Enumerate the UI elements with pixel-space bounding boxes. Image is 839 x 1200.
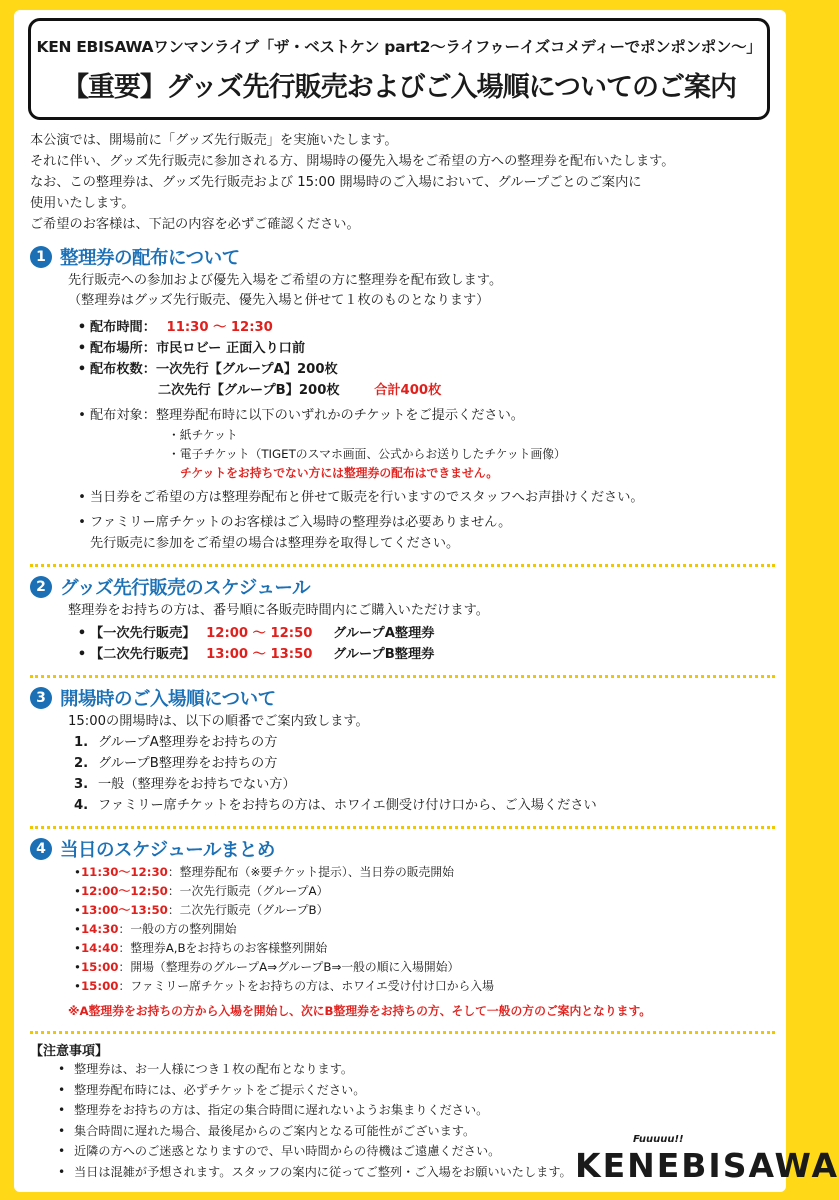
section-number-badge: 3 (30, 687, 52, 709)
intro-line: なお、この整理券は、グッズ先行販売および 15:00 開場時のご入場において、グループごとのご案内に (30, 175, 642, 190)
schedule-row: •15:00：開場（整理券のグループA⇒グループB⇒一般の順に入場開始） (74, 960, 460, 974)
note-item: • 近隣の方へのご迷惑となりますので、早い時間からの待機はご遠慮ください。 (58, 1144, 501, 1158)
family-note: • ファミリー席チケットのお客様はご入場時の整理券は必要ありません。 (78, 515, 512, 530)
title-box (28, 18, 770, 120)
sale-row: • 【二次先行販売】 13:00 〜 13:50 グループB整理券 (77, 647, 435, 662)
logo-wordmark: KENEBISAWA (575, 1146, 839, 1185)
section-desc: 整理券をお持ちの方は、番号順に各販売時間内にご購入いただけます。 (68, 603, 489, 618)
entry-order-item: 1. グループA整理券をお持ちの方 (74, 735, 278, 750)
note-item: • 整理券は、お一人様につき１枚の配布となります。 (58, 1062, 354, 1076)
notice-title: 【重要】グッズ先行販売およびご入場順についてのご案内 (61, 72, 737, 103)
entry-order-item: 4. ファミリー席チケットをお持ちの方は、ホワイエ側受け付け口から、ご入場ください (74, 798, 597, 813)
schedule-row: •14:30：一般の方の整列開始 (74, 922, 237, 936)
divider (30, 675, 775, 678)
distribution-target: • 配布対象：整理券配布時に以下のいずれかのチケットをご提示ください。 (78, 408, 524, 423)
schedule-row: •14:40：整理券A,Bをお持ちのお客様整列開始 (74, 941, 328, 955)
note-item: • 整理券配布時には、必ずチケットをご提示ください。 (58, 1082, 366, 1097)
section-day-schedule (30, 835, 775, 1021)
divider (30, 826, 775, 829)
section-number-badge: 4 (30, 838, 52, 860)
ticket-type: ・紙チケット (168, 428, 238, 442)
section-number-badge: 2 (30, 576, 52, 598)
sameday-note: • 当日券をご希望の方は整理券配布と併せて販売を行いますのでスタッフへお声掛けください。 (78, 490, 644, 505)
intro-line: 使用いたします。 (30, 196, 135, 211)
intro-line: 本公演では、開場前に「グッズ先行販売」を実施いたします。 (30, 133, 398, 148)
section-number-badge: 1 (30, 246, 52, 268)
distribution-count-b: 二次先行【グループB】200枚 合計400枚 (158, 383, 442, 398)
section-distribution (30, 243, 775, 554)
schedule-row: •11:30〜12:30：整理券配布（※要チケット提示）、当日券の販売開始 (74, 865, 454, 879)
section-goods-schedule (30, 573, 775, 665)
section-title: 開場時のご入場順について (60, 689, 276, 710)
kenebisawa-logo (575, 1134, 839, 1185)
divider (30, 1031, 775, 1034)
section-entry-order (30, 684, 775, 816)
section-desc: （整理券はグッズ先行販売、優先入場と併せて１枚のものとなります） (68, 293, 490, 308)
sale-row: • 【一次先行販売】 12:00 〜 12:50 グループA整理券 (77, 626, 435, 641)
flyer-card (14, 10, 786, 1192)
section-desc: 15:00の開場時は、以下の順番でご案内致します。 (68, 714, 369, 729)
divider (30, 564, 775, 567)
ticket-type: ・電子チケット（TIGETのスマホ画面、公式からお送りしたチケット画像） (168, 447, 566, 461)
family-note-2: 先行販売に参加をご希望の場合は整理券を取得してください。 (90, 536, 460, 551)
warning-text: チケットをお持ちでない方には整理券の配布はできません。 (180, 466, 499, 480)
notes-heading: 【注意事項】 (30, 1044, 109, 1059)
intro-line: ご希望のお客様は、下記の内容を必ずご確認ください。 (30, 217, 360, 232)
distribution-time: • 配布時間： 11:30 〜 12:30 (77, 320, 273, 335)
distribution-count: • 配布枚数：一次先行【グループA】200枚 (77, 362, 338, 377)
entry-note: ※A整理券をお持ちの方から入場を開始し、次にB整理券をお持ちの方、そして一般の方のご案内となります。 (68, 1004, 652, 1018)
entry-order-item: 3. 一般（整理券をお持ちでない方） (74, 777, 296, 792)
intro (30, 130, 775, 235)
note-item: • 当日は混雑が予想されます。スタッフの案内に従ってご整列・ご入場をお願いいたします。 (58, 1164, 572, 1179)
logo-tagline: Fuuuuu!! (633, 1134, 684, 1145)
section-title: グッズ先行販売のスケジュール (60, 578, 310, 599)
section-title: 整理券の配布について (60, 248, 240, 269)
schedule-row: •13:00〜13:50：二次先行販売（グループB） (74, 903, 329, 917)
intro-line: それに伴い、グッズ先行販売に参加される方、開場時の優先入場をご希望の方への整理券を配布いたします。 (30, 154, 675, 169)
section-desc: 先行販売への参加および優先入場をご希望の方に整理券を配布致します。 (68, 273, 503, 288)
event-title: KEN EBISAWAワンマンライブ「ザ・ベストケン part2〜ライフゥーイズコメディーでポンポンポン〜」 (36, 38, 762, 56)
note-item: • 集合時間に遅れた場合、最後尾からのご案内となる可能性がございます。 (58, 1123, 476, 1138)
distribution-place: • 配布場所：市民ロビー 正面入り口前 (77, 341, 306, 356)
section-title: 当日のスケジュールまとめ (60, 840, 275, 861)
entry-order-item: 2. グループB整理券をお持ちの方 (74, 756, 278, 771)
schedule-row: •15:00：ファミリー席チケットをお持ちの方は、ホワイエ受け付け口から入場 (74, 979, 494, 993)
note-item: • 整理券をお持ちの方は、指定の集合時間に遅れないようお集まりください。 (58, 1103, 489, 1117)
content (30, 130, 775, 1182)
schedule-row: •12:00〜12:50：一次先行販売（グループA） (74, 884, 329, 898)
